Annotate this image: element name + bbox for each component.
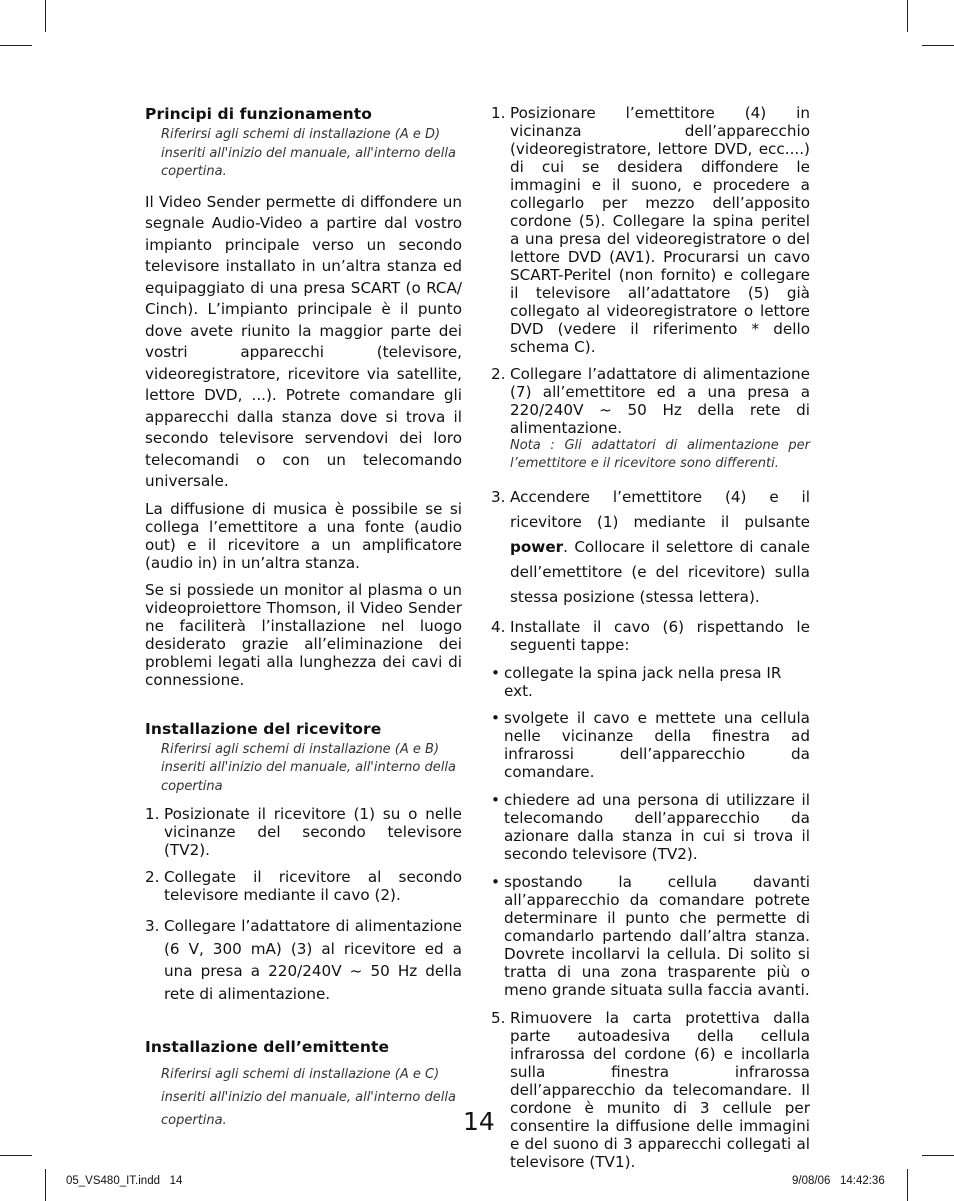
- section-reference: [161, 1063, 462, 1132]
- bullet-item: [491, 791, 810, 863]
- step-number: 3.: [145, 917, 160, 935]
- reference-line: copertina: [161, 778, 223, 794]
- power-keyword: power: [510, 538, 564, 556]
- reference-line: inseriti all'inizio del manuale, all'interno della: [161, 1090, 456, 1105]
- paragraph-plasma: Se si possiede un monitor al plasma o un videoproiettore Thomson, il Video Sender ne faciliterà l’installazione nel luogo desiderato grazie all’eliminazione dei problemi legati alla lunghezza dei cavi di connessione.: [145, 580, 462, 689]
- paragraph-intro: Il Video Sender permette di diffondere un segnale Audio-Video a partire dal vostro impianto principale verso un secondo televisore installato in un’altra stanza ed equipaggiato di una presa SCART (o RCA/ Cinch). L’impianto principale è il punto dove avete riunito la maggior parte dei vostri apparecchi (televisore, videoregistratore, ricevitore via satellite, lettore DVD, ...). Potrete comandare gli apparecchi dalla stanza dove si trova il secondo televisore servendovi dei loro telecomandi o con un telecomando universale.: [145, 192, 462, 490]
- footer-date: 9/08/06 14:42:36: [792, 1175, 885, 1187]
- crop-mark: [45, 0, 46, 32]
- reference-line: Riferirsi agli schemi di installazione (A e D): [161, 127, 441, 142]
- list-item: [491, 1009, 810, 1171]
- section-reference: [161, 741, 462, 797]
- section-title-principi: Principi di funzionamento: [145, 105, 373, 123]
- step-number: 4.: [491, 618, 506, 636]
- reference-line: Riferirsi agli schemi di installazione (A e C): [161, 1067, 440, 1082]
- step-note: Nota : Gli adattatori di alimentazione per l’emettitore e il ricevitore sono differenti.: [510, 438, 810, 471]
- paragraph-music: La diffusione di musica è possibile se si collega l’emettitore a una fonte (audio out) e il ricevitore a un amplificatore (audio in) in un’altra stanza.: [145, 499, 462, 572]
- bullet-icon: •: [491, 873, 500, 891]
- crop-mark: [907, 1169, 908, 1201]
- bullet-icon: •: [491, 791, 500, 809]
- step-text: Collegare l’adattatore di alimentazione (6 V, 300 mA) (3) al ricevitore ed a una presa a 220/240V ~ 50 Hz della rete di alimentazione.: [164, 917, 462, 1003]
- step-text: Posizionate il ricevitore (1) su o nelle vicinanze del secondo televisore (TV2).: [164, 805, 462, 859]
- bullet-text: chiedere ad una persona di utilizzare il telecomando dell’apparecchio da azionare dalla stanza in cui si trova il secondo televisore (TV2).: [504, 791, 810, 863]
- crop-mark: [0, 45, 32, 46]
- step-number: 2.: [491, 365, 506, 383]
- bullet-text: spostando la cellula davanti all’apparecchio da comandare potrete determinare il punto che permette di comandarlo partendo dall’altra stanza. Dovrete incollarvi la cellula. Di solito si tratta di una zona trasparente più o meno grande situata sulla faccia avanti.: [504, 873, 810, 999]
- bullet-icon: •: [491, 664, 500, 682]
- step-text: Collegare l’adattatore di alimentazione (7) all’emettitore ed a una presa a 220/240V ~ 50 Hz della rete di alimentazione.: [510, 365, 810, 437]
- step-text-before: Accendere l’emettitore (4) e il ricevitore (1) mediante il pulsante: [510, 488, 810, 531]
- step-number: 5.: [491, 1009, 506, 1027]
- section-title-emittente: Installazione dell’emittente: [145, 1038, 390, 1056]
- reference-line: Riferirsi agli schemi di installazione (A e B): [161, 741, 440, 757]
- list-item: [491, 618, 810, 654]
- bullet-text: svolgete il cavo e mettete una cellula nelle vicinanze della finestra ad infrarossi dell’apparecchio da comandare.: [504, 709, 810, 781]
- left-column: [145, 104, 462, 1132]
- step-text: Installate il cavo (6) rispettando le seguenti tappe:: [510, 618, 810, 654]
- page-number: 14: [463, 1107, 495, 1136]
- list-item: [145, 805, 462, 859]
- step-number: 1.: [145, 805, 160, 823]
- step-number: 2.: [145, 868, 160, 886]
- bullet-item: [491, 873, 810, 999]
- crop-mark: [45, 1169, 46, 1201]
- step-number: 3.: [491, 488, 506, 506]
- list-item: [145, 915, 462, 1005]
- list-item: [491, 485, 810, 610]
- step-text: Rimuovere la carta protettiva dalla parte autoadesiva della cellula infrarossa del cordone (6) e incollarla sulla finestra infrarossa dell’apparecchio da telecomandare. Il cordone è munito di 3 cellule per consentire la diffusione delle immagini e del suono di 3 apparecchi collegati al televisore (TV1).: [510, 1009, 810, 1171]
- step-text: Collegate il ricevitore al secondo televisore mediante il cavo (2).: [164, 868, 462, 904]
- crop-mark: [922, 1155, 954, 1156]
- footer-file: 05_VS480_IT.indd 14: [66, 1175, 183, 1187]
- crop-mark: [922, 45, 954, 46]
- list-item: [491, 365, 810, 473]
- bullet-item: [491, 664, 810, 700]
- step-text-after: . Collocare il selettore di canale dell’emettitore (e del ricevitore) sulla stessa posizione (stessa lettera).: [510, 538, 810, 606]
- reference-line: inseriti all'inizio del manuale, all'interno della: [161, 760, 456, 775]
- list-item: [145, 868, 462, 904]
- crop-mark: [907, 0, 908, 32]
- list-item: [491, 104, 810, 356]
- bullet-icon: •: [491, 709, 500, 727]
- right-column: [491, 104, 810, 1171]
- reference-line: copertina.: [161, 164, 227, 179]
- section-title-ricevitore: Installazione del ricevitore: [145, 719, 382, 738]
- reference-line: copertina.: [161, 1113, 227, 1128]
- bullet-item: [491, 709, 810, 781]
- step-number: 1.: [491, 104, 506, 122]
- section-reference: [161, 126, 462, 182]
- step-text: Posizionare l’emettitore (4) in vicinanza dell’apparecchio (videoregistratore, lettore DVD, ecc....) di cui se desidera diffondere le immagini e il suono, e procedere a collegarlo per mezzo dell’apposito cordone (5). Collegare la spina peritel a una presa del videoregistratore o del lettore DVD (AV1). Procurarsi un cavo SCART-Peritel (non fornito) e collegare il televisore all’adattatore (5) già collegato al videoregistratore o lettore DVD (vedere il riferimento * dello schema C).: [510, 104, 810, 356]
- step-text: [510, 485, 810, 610]
- bullet-text: collegate la spina jack nella presa IR ext.: [504, 664, 782, 700]
- reference-line: inseriti all'inizio del manuale, all'interno della: [161, 145, 456, 161]
- crop-mark: [0, 1155, 32, 1156]
